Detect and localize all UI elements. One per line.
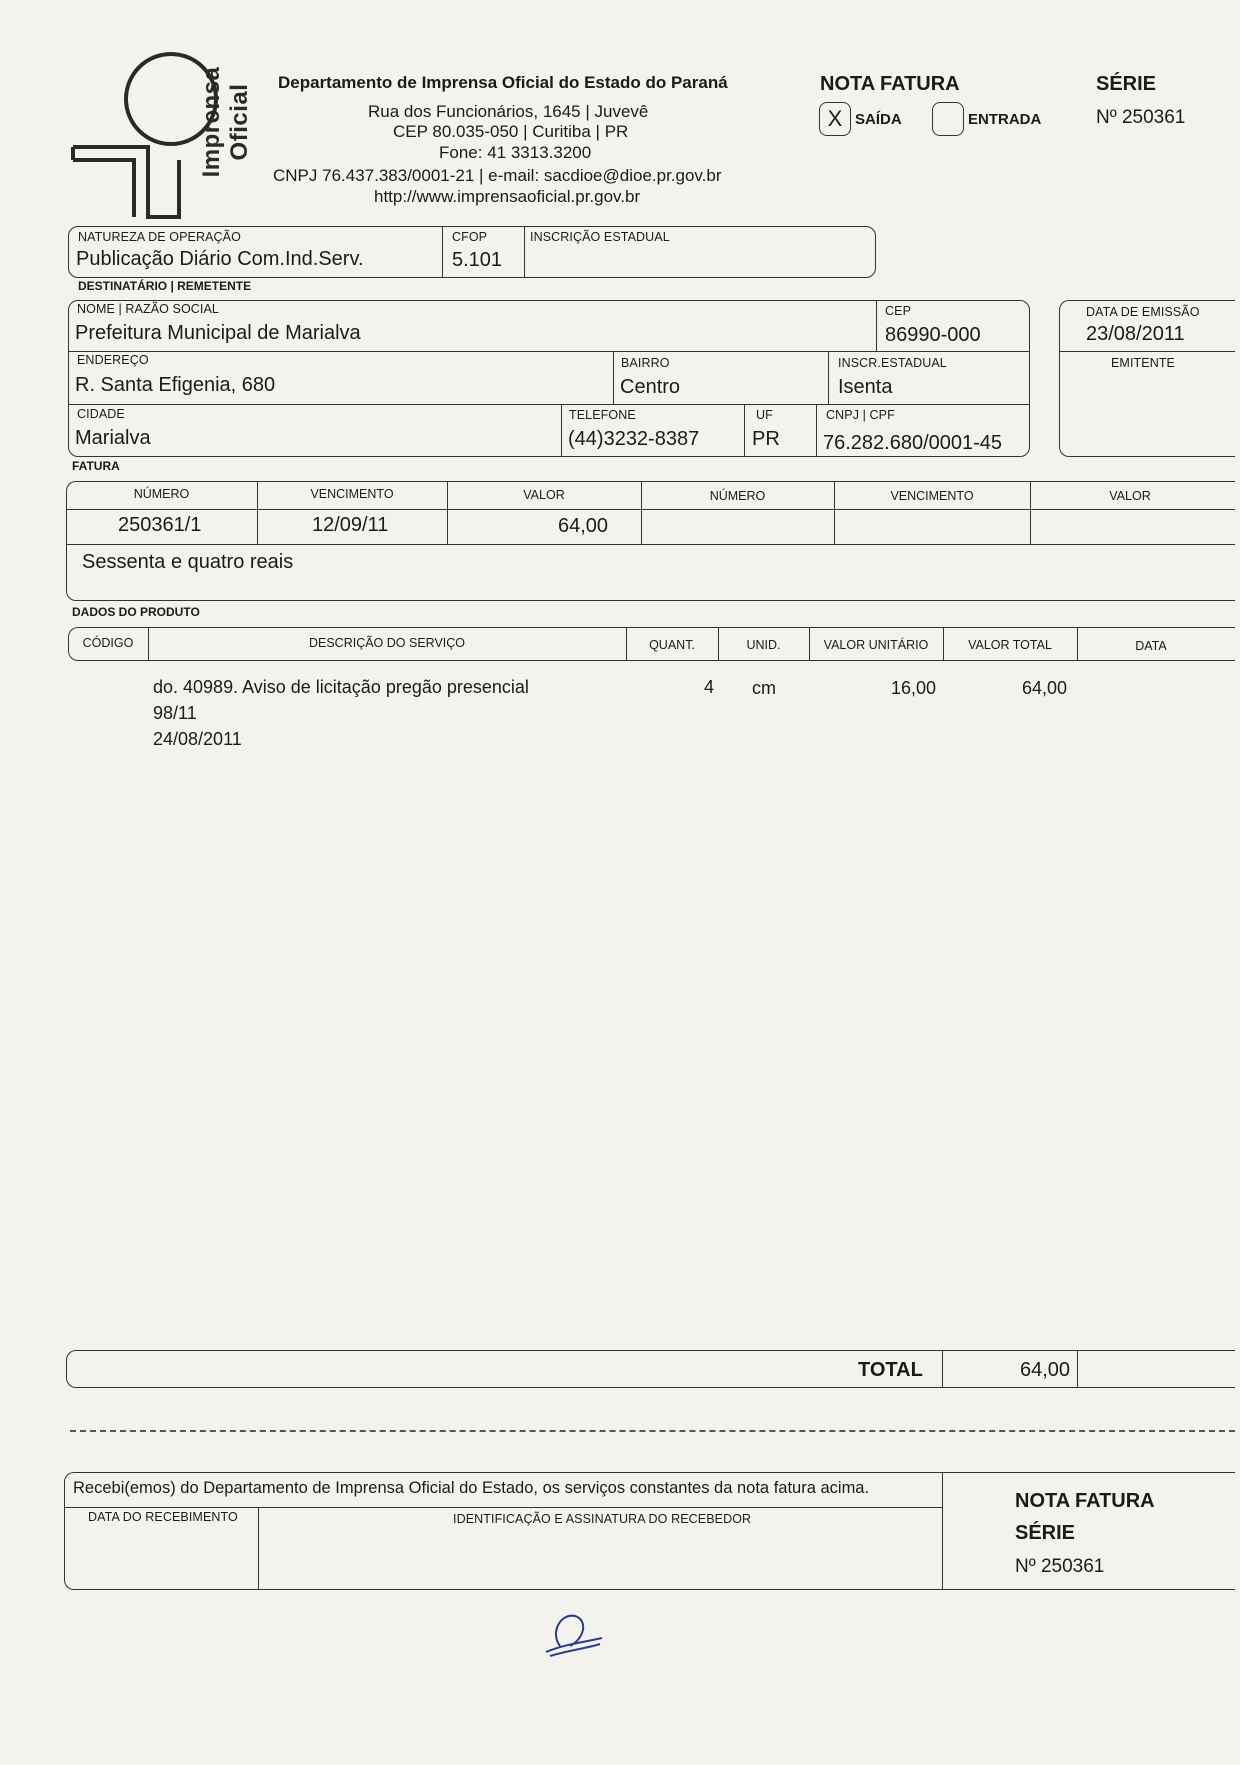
serie-number: Nº 250361 <box>1096 107 1186 128</box>
doc-title: NOTA FATURA <box>820 73 960 95</box>
total-value: 64,00 <box>1020 1359 1071 1381</box>
endereco-value: R. Santa Efigenia, 680 <box>75 374 276 396</box>
bairro-value: Centro <box>620 376 681 398</box>
produto-header-codigo: CÓDIGO <box>82 636 134 650</box>
produto-header-valor-unitario: VALOR UNITÁRIO <box>823 638 929 652</box>
data-emissao-value: 23/08/2011 <box>1086 323 1185 345</box>
cnpj-label: CNPJ | CPF <box>826 408 895 422</box>
item-valor-total: 64,00 <box>1022 678 1068 698</box>
cnpj-value: 76.282.680/0001-45 <box>823 432 1003 454</box>
item-quant: 4 <box>704 677 715 697</box>
signature-stroke <box>540 1608 610 1658</box>
inscr-value: Isenta <box>838 376 893 398</box>
item-unid: cm <box>752 678 776 698</box>
issuer-phone: Fone: 41 3313.3200 <box>439 143 592 162</box>
inscricao-label: INSCRIÇÃO ESTADUAL <box>530 230 670 244</box>
item-valor-unitario: 16,00 <box>891 678 937 698</box>
entrada-label: ENTRADA <box>968 111 1042 128</box>
receipt-numero: Nº 250361 <box>1015 1556 1105 1577</box>
item-descricao-line-1: do. 40989. Aviso de licitação pregão presencial <box>153 677 529 697</box>
cidade-label: CIDADE <box>77 407 125 421</box>
issuer-website: http://www.imprensaoficial.pr.gov.br <box>374 187 641 206</box>
uf-value: PR <box>752 428 780 450</box>
emitente-label: EMITENTE <box>1111 356 1175 370</box>
issuer-name: Departamento de Imprensa Oficial do Estado do Paraná <box>278 73 728 92</box>
cut-line <box>70 1430 1235 1432</box>
receipt-data-label: DATA DO RECEBIMENTO <box>88 1510 238 1524</box>
total-label: TOTAL <box>858 1359 923 1381</box>
produto-header-valor-total: VALOR TOTAL <box>968 638 1052 652</box>
produto-header-data: DATA <box>1135 639 1167 653</box>
fatura-header-valor-2: VALOR <box>1109 489 1151 503</box>
fatura-header-vencimento-2: VENCIMENTO <box>890 489 974 503</box>
bairro-label: BAIRRO <box>621 356 670 370</box>
issuer-address: Rua dos Funcionários, 1645 | Juvevê <box>368 102 649 121</box>
entrada-checkbox[interactable] <box>932 102 964 136</box>
telefone-label: TELEFONE <box>569 408 636 422</box>
natureza-label: NATUREZA DE OPERAÇÃO <box>78 230 241 244</box>
telefone-value: (44)3232-8387 <box>568 428 700 450</box>
data-emissao-label: DATA DE EMISSÃO <box>1086 305 1200 319</box>
receipt-statement: Recebi(emos) do Departamento de Imprensa Oficial do Estado, os serviços constantes da nota fatura acima. <box>73 1479 870 1497</box>
nome-value: Prefeitura Municipal de Marialva <box>75 322 361 344</box>
signature-mark <box>540 1608 610 1658</box>
serie-label: SÉRIE <box>1096 73 1157 95</box>
cidade-value: Marialva <box>75 427 151 449</box>
cfop-label: CFOP <box>452 230 488 244</box>
produto-header-descricao: DESCRIÇÃO DO SERVIÇO <box>308 636 466 650</box>
receipt-nota-label: NOTA FATURA <box>1015 1490 1155 1512</box>
produto-section-label: DADOS DO PRODUTO <box>72 605 200 619</box>
destinatario-section-label: DESTINATÁRIO | REMETENTE <box>78 279 252 293</box>
cfop-value: 5.101 <box>452 249 503 271</box>
uf-label: UF <box>756 408 773 422</box>
fatura-header-numero-1: NÚMERO <box>133 487 190 501</box>
natureza-value: Publicação Diário Com.Ind.Serv. <box>76 248 364 270</box>
logo-wordmark: Imprensa Oficial <box>198 66 253 178</box>
fatura-header-numero-2: NÚMERO <box>709 489 766 503</box>
cep-value: 86990-000 <box>885 324 981 346</box>
issuer-cep-city: CEP 80.035-050 | Curitiba | PR <box>393 122 629 141</box>
issuer-cnpj-email: CNPJ 76.437.383/0001-21 | e-mail: sacdioe@dioe.pr.gov.br <box>273 166 722 185</box>
receipt-identificacao-label: IDENTIFICAÇÃO E ASSINATURA DO RECEBEDOR <box>453 1512 752 1526</box>
produto-header-unid: UNID. <box>746 638 781 652</box>
item-descricao-line-2: 98/11 <box>153 703 197 723</box>
fatura-vencimento: 12/09/11 <box>312 514 389 536</box>
cep-label: CEP <box>885 304 912 318</box>
fatura-section-label: FATURA <box>72 459 120 473</box>
inscr-label: INSCR.ESTADUAL <box>838 356 947 370</box>
fatura-valor: 64,00 <box>558 515 609 537</box>
receipt-serie-label: SÉRIE <box>1015 1522 1076 1544</box>
fatura-numero: 250361/1 <box>118 514 202 536</box>
nome-label: NOME | RAZÃO SOCIAL <box>77 302 219 316</box>
saida-label: SAÍDA <box>855 111 902 128</box>
endereco-label: ENDEREÇO <box>77 353 149 367</box>
produto-header-quant: QUANT. <box>649 638 695 652</box>
item-descricao-line-3: 24/08/2011 <box>153 729 242 749</box>
saida-checkbox[interactable]: X <box>819 102 851 136</box>
fatura-header-vencimento-1: VENCIMENTO <box>310 487 394 501</box>
fatura-extenso: Sessenta e quatro reais <box>82 551 294 573</box>
fatura-header-valor-1: VALOR <box>523 488 565 502</box>
